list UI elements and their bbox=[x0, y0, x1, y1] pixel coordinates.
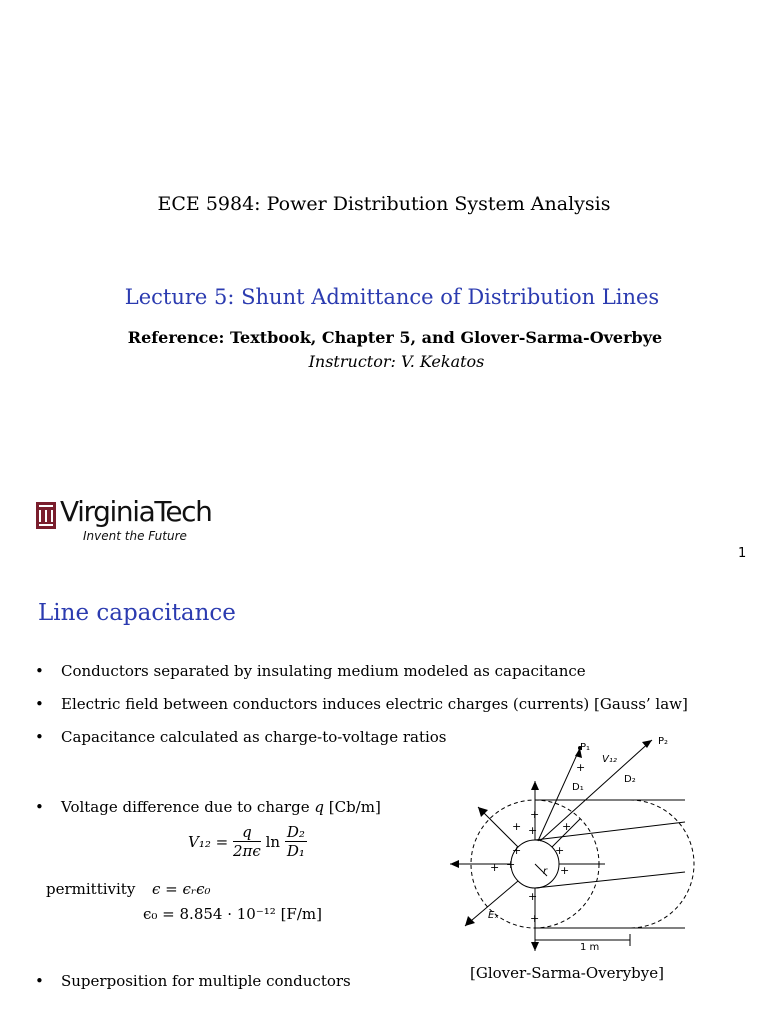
svg-text:+: + bbox=[555, 844, 565, 857]
virginia-tech-logo bbox=[36, 495, 226, 546]
label-r: r bbox=[543, 866, 548, 877]
bullet-dot-icon: • bbox=[35, 972, 44, 990]
lecture-title: Lecture 5: Shunt Admittance of Distribution Lines bbox=[124, 285, 660, 309]
bullet-text: Conductors separated by insulating medium modeled as capacitance bbox=[61, 662, 586, 680]
reference-line: Reference: Textbook, Chapter 5, and Glover-Sarma-Overbye bbox=[127, 328, 663, 347]
bullet-text: Superposition for multiple conductors bbox=[61, 972, 351, 990]
svg-text:+: + bbox=[560, 864, 570, 877]
label-v12: V₁₂ bbox=[602, 754, 617, 765]
label-d1: D₁ bbox=[572, 782, 584, 793]
svg-text:+: + bbox=[506, 858, 516, 871]
svg-text:+: + bbox=[528, 824, 538, 837]
svg-text:+: + bbox=[530, 912, 540, 925]
bullet-text: Voltage difference due to charge q [Cb/m] bbox=[61, 798, 381, 816]
epsilon0-eq: ϵ₀ = 8.854 · 10⁻¹² [F/m] bbox=[143, 905, 322, 923]
slide-title: Line capacitance bbox=[38, 600, 236, 626]
bullet-text: Capacitance calculated as charge-to-voltage ratios bbox=[61, 728, 447, 746]
svg-text:+: + bbox=[512, 820, 522, 833]
page-number: 1 bbox=[738, 546, 747, 561]
bullet-dot-icon: • bbox=[35, 798, 44, 816]
svg-text:+: + bbox=[576, 761, 586, 774]
logo-tagline: Invent the Future bbox=[83, 529, 187, 543]
conductor-field-figure bbox=[430, 726, 700, 962]
label-p1: P₁ bbox=[580, 742, 591, 753]
svg-text:+: + bbox=[562, 820, 572, 833]
vt-seal-icon bbox=[36, 502, 56, 529]
course-title: ECE 5984: Power Distribution System Analysis bbox=[157, 193, 611, 215]
formula-v12: V₁₂ = $\frac{q}{2\pi\epsilon}$ ln $\frac{\text{D₂}}{\text{D₁}}$ bbox=[188, 823, 305, 860]
permittivity-eq: ϵ = ϵᵣϵ₀ bbox=[152, 880, 211, 898]
logo-wordmark: VirginiaTech bbox=[60, 495, 212, 528]
figure-caption: [Glover-Sarma-Overybye] bbox=[470, 964, 664, 982]
svg-text:+: + bbox=[490, 861, 500, 874]
svg-text:+: + bbox=[512, 844, 522, 857]
label-1m: 1 m bbox=[580, 942, 600, 953]
bullet-text: Electric field between conductors induces electric charges (currents) [Gauss’ law] bbox=[61, 695, 688, 713]
svg-text:+: + bbox=[528, 890, 538, 903]
bullet-dot-icon: • bbox=[35, 662, 44, 680]
instructor-line: Instructor: V. Kekatos bbox=[308, 352, 485, 371]
bullet-dot-icon: • bbox=[35, 728, 44, 746]
svg-text:+: + bbox=[530, 808, 540, 821]
label-p2: P₂ bbox=[658, 736, 669, 747]
label-ex: Eₓ bbox=[488, 910, 499, 921]
label-d2: D₂ bbox=[624, 774, 636, 785]
permittivity-label: permittivity bbox=[46, 880, 136, 898]
bullet-dot-icon: • bbox=[35, 695, 44, 713]
